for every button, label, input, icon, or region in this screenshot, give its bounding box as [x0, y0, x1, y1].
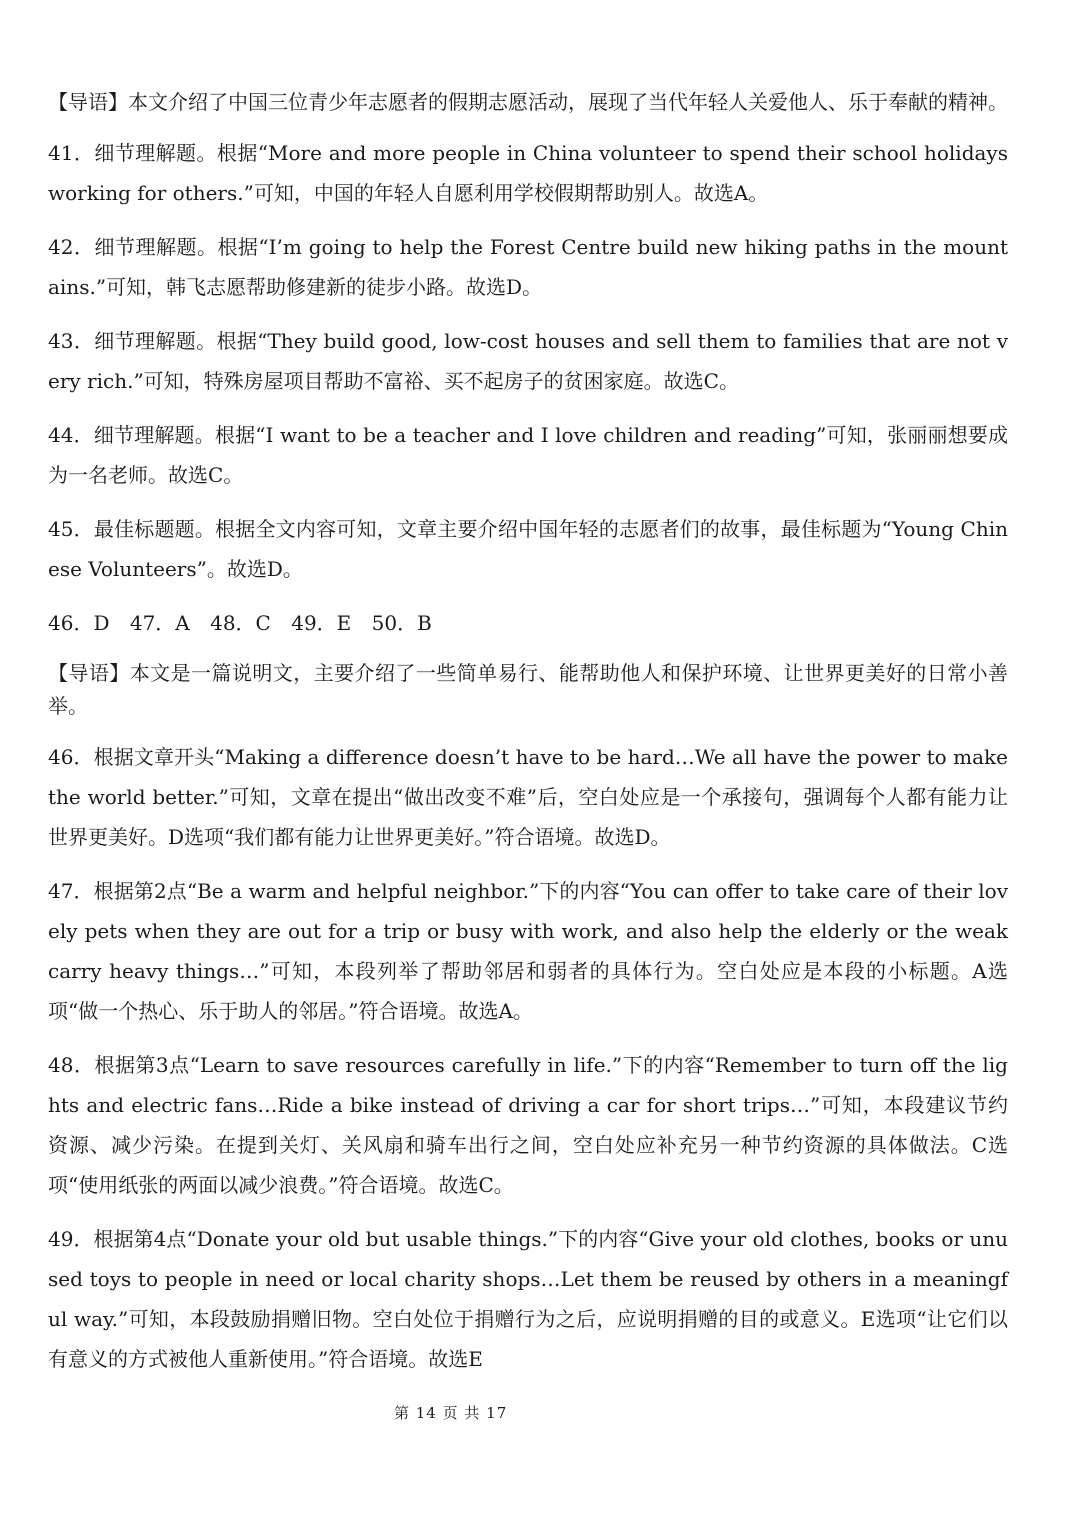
answer-47: 47．根据第2点“Be a warm and helpful neighbor.”下的内容“You can offer to take care of their lovely pets when they are out for a trip or busy with work, and also help the elderly or the weak carry heavy things…”可知，本段列举了帮助邻居和弱者的具体行为。空白处应是本段的小标题。A选项“做一个热心、乐于助人的邻居。”符合语境。故选A。 [48, 879, 1008, 1023]
answer-41: 41．细节理解题。根据“More and more people in China volunteer to spend their school holidays working for others.”可知，中国的年轻人自愿利用学校假期帮助别人。故选A。 [48, 141, 1008, 205]
answer-key-item: 48．C [210, 611, 271, 635]
answer-key-item: 46．D [48, 611, 110, 635]
page-number-footer: 第 14 页 共 17 [394, 1404, 508, 1422]
answer-key-item: 50．B [371, 611, 432, 635]
intro-paragraph-2: 【导语】本文是一篇说明文，主要介绍了一些简单易行、能帮助他人和保护环境、让世界更美好的日常小善举。 [48, 661, 1008, 718]
answer-49: 49．根据第4点“Donate your old but usable things.”下的内容“Give your old clothes, books or unused toys to people in need or local charity shops…Let them be reused by others in a meaningful way.”可知，本段鼓励捐赠旧物。空白处位于捐赠行为之后，应说明捐赠的目的或意义。E选项“让它们以有意义的方式被他人重新使用。”符合语境。故选E [48, 1227, 1008, 1371]
document-body [48, 86, 1008, 1393]
answer-48: 48．根据第3点“Learn to save resources carefully in life.”下的内容“Remember to turn off the lights and electric fans…Ride a bike instead of driving a car for short trips…”可知，本段建议节约资源、减少污染。在提到关灯、关风扇和骑车出行之间，空白处应补充另一种节约资源的具体做法。C选项“使用纸张的两面以减少浪费。”符合语境。故选C。 [48, 1053, 1008, 1197]
answer-key-item: 49．E [291, 611, 352, 635]
answer-key-46-50 [48, 603, 1008, 643]
answer-45: 45．最佳标题题。根据全文内容可知，文章主要介绍中国年轻的志愿者们的故事，最佳标题为“Young Chinese Volunteers”。故选D。 [48, 517, 1008, 581]
answer-46: 46．根据文章开头“Making a difference doesn’t have to be hard…We all have the power to make the world better.”可知，文章在提出“做出改变不难”后，空白处应是一个承接句，强调每个人都有能力让世界更美好。D选项“我们都有能力让世界更美好。”符合语境。故选D。 [48, 745, 1008, 849]
answer-42: 42．细节理解题。根据“I’m going to help the Forest Centre build new hiking paths in the mountains.”可知，韩飞志愿帮助修建新的徒步小路。故选D。 [48, 235, 1008, 299]
answer-44: 44．细节理解题。根据“I want to be a teacher and I love children and reading”可知，张丽丽想要成为一名老师。故选C。 [48, 423, 1008, 487]
answer-43: 43．细节理解题。根据“They build good, low-cost houses and sell them to families that are not very rich.”可知，特殊房屋项目帮助不富裕、买不起房子的贫困家庭。故选C。 [48, 329, 1008, 393]
intro-paragraph-1: 【导语】本文介绍了中国三位青少年志愿者的假期志愿活动，展现了当代年轻人关爱他人、乐于奉献的精神。 [48, 90, 1008, 114]
answer-key-item: 47．A [129, 611, 190, 635]
